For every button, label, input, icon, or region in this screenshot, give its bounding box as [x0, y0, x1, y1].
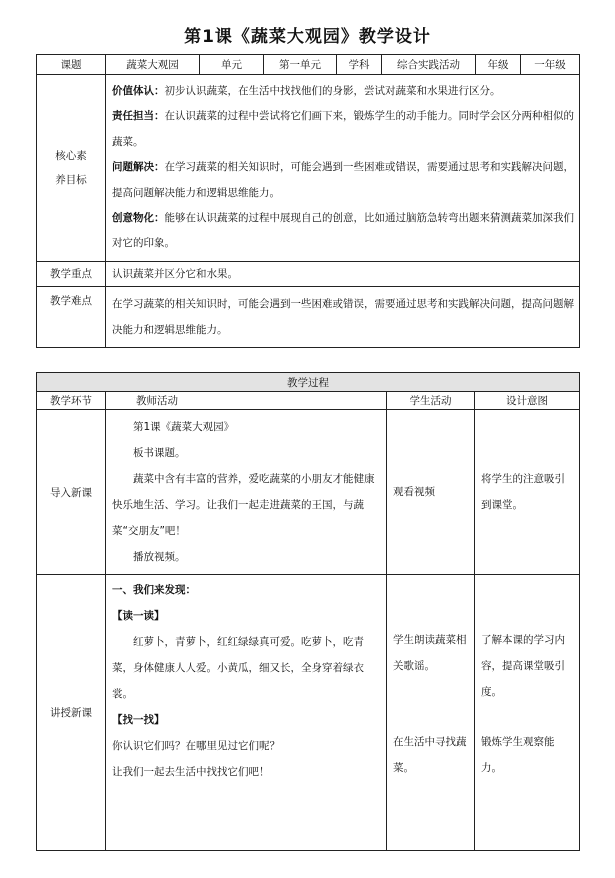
core-item: 创意物化：能够在认识蔬菜的过程中展现自己的创意，比如通过脑筋急转弯出题来猜测蔬菜加深我们对它的印象。 [112, 212, 574, 250]
teaching-process-table [36, 372, 580, 851]
header-student: 学生活动 [387, 392, 475, 410]
subject-value: 综合实践活动 [382, 55, 476, 75]
grade-label: 年级 [476, 55, 521, 75]
intro-student: 观看视频 [387, 410, 475, 575]
topic-value: 蔬菜大观园 [106, 55, 200, 75]
core-literacy-content [106, 75, 580, 262]
page-title: 第1课《蔬菜大观园》教学设计 [184, 27, 431, 47]
intro-stage: 导入新课 [37, 410, 106, 575]
core-item: 责任担当：在认识蔬菜的过程中尝试将它们画下来，锻炼学生的动手能力。同时学会区分两种相似的蔬菜。 [112, 110, 574, 148]
teach-student: 学生朗读蔬菜相关歌谣。 在生活中寻找蔬菜。 [387, 575, 475, 851]
header-stage: 教学环节 [37, 392, 106, 410]
core-item: 价值体认：初步认识蔬菜，在生活中找找他们的身影，尝试对蔬菜和水果进行区分。 [112, 85, 501, 97]
teach-stage: 讲授新课 [37, 575, 106, 851]
process-banner: 教学过程 [37, 373, 580, 392]
header-teacher: 教师活动 [106, 392, 387, 410]
grade-value: 一年级 [521, 55, 580, 75]
core-item: 问题解决：在学习蔬菜的相关知识时，可能会遇到一些困难或错误，需要通过思考和实践解决问题，提高问题解决能力和逻辑思维能力。 [112, 161, 574, 199]
intro-teacher: 第1课《蔬菜大观园》 板书课题。 蔬菜中含有丰富的营养，爱吃蔬菜的小朋友才能健康快乐地生活、学习。让我们一起走进蔬菜的王国，与蔬菜“交朋友”吧！ 播放视频。 [106, 410, 387, 575]
teaching-focus-text: 认识蔬菜并区分它和水果。 [106, 261, 580, 286]
teaching-difficulty-text: 在学习蔬菜的相关知识时，可能会遇到一些困难或错误，需要通过思考和实践解决问题，提高问题解决能力和逻辑思维能力。 [106, 286, 580, 347]
topic-label: 课题 [37, 55, 106, 75]
header-intent: 设计意图 [475, 392, 580, 410]
subject-label: 学科 [337, 55, 382, 75]
teaching-difficulty-label: 教学难点 [37, 286, 106, 347]
teach-teacher: 一、我们来发现： 【读一读】 红萝卜，青萝卜，红红绿绿真可爱。吃萝卜，吃青菜，身体健康人人爱。小黄瓜，细又长，全身穿着绿衣裳。 【找一找】 你认识它们吗？在哪里见过它们呢？ 让我们一起去生活中找找它们吧！ [106, 575, 387, 851]
unit-label: 单元 [200, 55, 264, 75]
lesson-info-table [36, 54, 580, 348]
intro-intent: 将学生的注意吸引到课堂。 [475, 410, 580, 575]
core-literacy-label: 核心素养目标 [37, 75, 106, 262]
teaching-focus-label: 教学重点 [37, 261, 106, 286]
unit-value: 第一单元 [264, 55, 337, 75]
teach-intent: 了解本课的学习内容，提高课堂吸引度。 锻炼学生观察能力。 [475, 575, 580, 851]
